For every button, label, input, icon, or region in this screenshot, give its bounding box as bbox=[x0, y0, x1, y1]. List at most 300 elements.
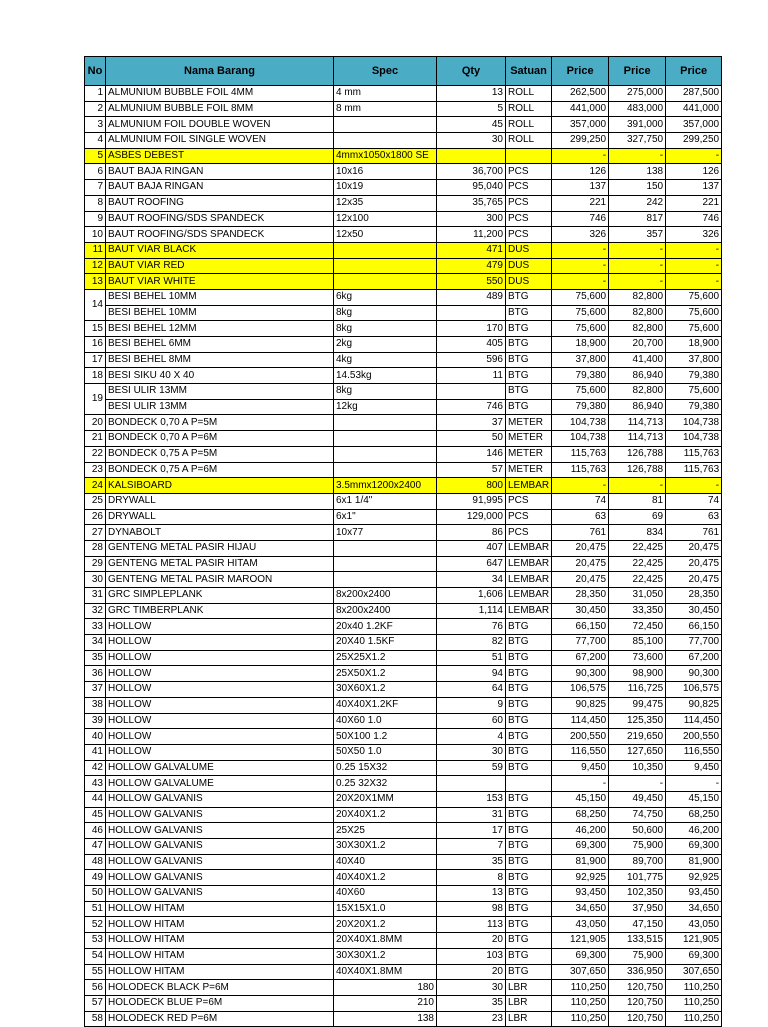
cell-price-1[interactable]: 43,050 bbox=[552, 917, 609, 933]
cell-price-2[interactable]: - bbox=[609, 148, 666, 164]
cell-name[interactable]: BAUT VIAR BLACK bbox=[106, 242, 334, 258]
cell-price-2[interactable]: 817 bbox=[609, 211, 666, 227]
cell-price-1[interactable]: 137 bbox=[552, 180, 609, 196]
cell-price-3[interactable]: 90,825 bbox=[666, 697, 722, 713]
cell-price-3[interactable]: - bbox=[666, 242, 722, 258]
cell-price-2[interactable]: 75,900 bbox=[609, 839, 666, 855]
cell-spec[interactable]: 6x1 1/4" bbox=[334, 493, 437, 509]
cell-price-2[interactable]: 483,000 bbox=[609, 101, 666, 117]
cell-unit[interactable]: BTG bbox=[506, 650, 552, 666]
cell-spec[interactable]: 40X40X1.2KF bbox=[334, 697, 437, 713]
cell-price-1[interactable]: 116,550 bbox=[552, 744, 609, 760]
cell-no[interactable]: 13 bbox=[85, 274, 106, 290]
cell-name[interactable]: BAUT ROOFING/SDS SPANDECK bbox=[106, 211, 334, 227]
header-qty[interactable]: Qty bbox=[437, 57, 506, 86]
cell-unit[interactable]: PCS bbox=[506, 493, 552, 509]
cell-price-2[interactable]: 127,650 bbox=[609, 744, 666, 760]
cell-price-3[interactable]: 75,600 bbox=[666, 384, 722, 400]
cell-name[interactable]: ALMUNIUM FOIL DOUBLE WOVEN bbox=[106, 117, 334, 133]
cell-no[interactable]: 24 bbox=[85, 478, 106, 494]
cell-no[interactable]: 17 bbox=[85, 352, 106, 368]
cell-no[interactable]: 27 bbox=[85, 525, 106, 541]
cell-spec[interactable]: 30X30X1.2 bbox=[334, 948, 437, 964]
cell-spec[interactable]: 40X40X1.2 bbox=[334, 870, 437, 886]
cell-price-1[interactable]: 74 bbox=[552, 493, 609, 509]
cell-price-3[interactable]: 46,200 bbox=[666, 823, 722, 839]
cell-qty[interactable] bbox=[437, 384, 506, 400]
cell-spec[interactable]: 138 bbox=[334, 1011, 437, 1027]
cell-price-3[interactable]: 9,450 bbox=[666, 760, 722, 776]
cell-spec[interactable] bbox=[334, 462, 437, 478]
cell-unit[interactable]: BTG bbox=[506, 886, 552, 902]
cell-spec[interactable]: 12x50 bbox=[334, 227, 437, 243]
cell-price-3[interactable]: 114,450 bbox=[666, 713, 722, 729]
cell-name[interactable]: ALMUNIUM BUBBLE FOIL 4MM bbox=[106, 86, 334, 102]
cell-qty[interactable]: 170 bbox=[437, 321, 506, 337]
cell-price-2[interactable]: 82,800 bbox=[609, 289, 666, 305]
cell-spec[interactable]: 8 mm bbox=[334, 101, 437, 117]
cell-qty[interactable]: 95,040 bbox=[437, 180, 506, 196]
cell-price-1[interactable]: 20,475 bbox=[552, 540, 609, 556]
cell-price-1[interactable]: 75,600 bbox=[552, 305, 609, 321]
cell-spec[interactable]: 2kg bbox=[334, 337, 437, 353]
cell-name[interactable]: HOLODECK BLUE P=6M bbox=[106, 995, 334, 1011]
cell-price-1[interactable]: 110,250 bbox=[552, 1011, 609, 1027]
cell-no[interactable]: 34 bbox=[85, 635, 106, 651]
cell-price-2[interactable]: 86,940 bbox=[609, 399, 666, 415]
cell-no[interactable]: 50 bbox=[85, 886, 106, 902]
cell-price-1[interactable]: 20,475 bbox=[552, 572, 609, 588]
cell-no[interactable]: 29 bbox=[85, 556, 106, 572]
cell-spec[interactable]: 10x77 bbox=[334, 525, 437, 541]
cell-name[interactable]: HOLLOW GALVANIS bbox=[106, 870, 334, 886]
cell-no[interactable]: 52 bbox=[85, 917, 106, 933]
cell-qty[interactable]: 300 bbox=[437, 211, 506, 227]
cell-price-2[interactable]: 391,000 bbox=[609, 117, 666, 133]
cell-price-1[interactable]: - bbox=[552, 242, 609, 258]
cell-price-2[interactable]: 22,425 bbox=[609, 540, 666, 556]
cell-spec[interactable]: 25X25X1.2 bbox=[334, 650, 437, 666]
cell-unit[interactable]: BTG bbox=[506, 729, 552, 745]
cell-qty[interactable]: 7 bbox=[437, 839, 506, 855]
cell-spec[interactable]: 20X40X1.2 bbox=[334, 807, 437, 823]
cell-price-1[interactable]: 69,300 bbox=[552, 948, 609, 964]
cell-price-1[interactable]: 307,650 bbox=[552, 964, 609, 980]
cell-no[interactable]: 6 bbox=[85, 164, 106, 180]
cell-spec[interactable]: 20X40 1.5KF bbox=[334, 635, 437, 651]
cell-qty[interactable]: 8 bbox=[437, 870, 506, 886]
cell-name[interactable]: HOLLOW bbox=[106, 713, 334, 729]
cell-price-3[interactable]: 45,150 bbox=[666, 791, 722, 807]
cell-price-3[interactable]: 441,000 bbox=[666, 101, 722, 117]
cell-price-2[interactable]: 242 bbox=[609, 195, 666, 211]
cell-qty[interactable]: 86 bbox=[437, 525, 506, 541]
cell-price-3[interactable]: 75,600 bbox=[666, 305, 722, 321]
cell-unit[interactable]: BTG bbox=[506, 917, 552, 933]
cell-qty[interactable]: 1,114 bbox=[437, 603, 506, 619]
cell-name[interactable]: DRYWALL bbox=[106, 509, 334, 525]
cell-qty[interactable]: 20 bbox=[437, 964, 506, 980]
cell-price-1[interactable]: 121,905 bbox=[552, 933, 609, 949]
cell-qty[interactable]: 153 bbox=[437, 791, 506, 807]
cell-price-1[interactable]: 93,450 bbox=[552, 886, 609, 902]
cell-spec[interactable]: 25X50X1.2 bbox=[334, 666, 437, 682]
cell-spec[interactable]: 14.53kg bbox=[334, 368, 437, 384]
cell-price-2[interactable]: - bbox=[609, 776, 666, 792]
cell-price-3[interactable]: - bbox=[666, 776, 722, 792]
cell-price-1[interactable]: 357,000 bbox=[552, 117, 609, 133]
cell-price-1[interactable]: 106,575 bbox=[552, 682, 609, 698]
cell-price-2[interactable]: 74,750 bbox=[609, 807, 666, 823]
cell-price-2[interactable]: - bbox=[609, 242, 666, 258]
cell-qty[interactable]: 30 bbox=[437, 980, 506, 996]
cell-no[interactable]: 55 bbox=[85, 964, 106, 980]
header-spec[interactable]: Spec bbox=[334, 57, 437, 86]
cell-price-3[interactable]: 63 bbox=[666, 509, 722, 525]
cell-price-1[interactable]: 262,500 bbox=[552, 86, 609, 102]
cell-no[interactable]: 11 bbox=[85, 242, 106, 258]
cell-no[interactable]: 16 bbox=[85, 337, 106, 353]
cell-price-3[interactable]: 79,380 bbox=[666, 368, 722, 384]
cell-price-2[interactable]: 22,425 bbox=[609, 572, 666, 588]
cell-no[interactable]: 25 bbox=[85, 493, 106, 509]
cell-qty[interactable]: 30 bbox=[437, 133, 506, 149]
cell-price-2[interactable]: 82,800 bbox=[609, 384, 666, 400]
cell-price-1[interactable]: - bbox=[552, 274, 609, 290]
cell-unit[interactable]: BTG bbox=[506, 321, 552, 337]
cell-price-3[interactable]: 115,763 bbox=[666, 462, 722, 478]
cell-name[interactable]: HOLLOW GALVANIS bbox=[106, 791, 334, 807]
cell-price-3[interactable]: 67,200 bbox=[666, 650, 722, 666]
cell-unit[interactable]: BTG bbox=[506, 682, 552, 698]
cell-no[interactable]: 30 bbox=[85, 572, 106, 588]
cell-price-2[interactable]: 89,700 bbox=[609, 854, 666, 870]
cell-no[interactable]: 9 bbox=[85, 211, 106, 227]
cell-unit[interactable]: ROLL bbox=[506, 133, 552, 149]
cell-qty[interactable]: 98 bbox=[437, 901, 506, 917]
cell-unit[interactable]: LEMBAR bbox=[506, 572, 552, 588]
cell-price-3[interactable]: 79,380 bbox=[666, 399, 722, 415]
cell-name[interactable]: HOLLOW HITAM bbox=[106, 901, 334, 917]
cell-no[interactable]: 53 bbox=[85, 933, 106, 949]
cell-no[interactable]: 14 bbox=[85, 289, 106, 320]
cell-spec[interactable]: 20X40X1.8MM bbox=[334, 933, 437, 949]
cell-no[interactable]: 46 bbox=[85, 823, 106, 839]
cell-price-2[interactable]: 126,788 bbox=[609, 462, 666, 478]
cell-price-2[interactable]: 82,800 bbox=[609, 305, 666, 321]
cell-name[interactable]: DRYWALL bbox=[106, 493, 334, 509]
cell-spec[interactable]: 8x200x2400 bbox=[334, 588, 437, 604]
cell-price-3[interactable]: 200,550 bbox=[666, 729, 722, 745]
cell-no[interactable]: 38 bbox=[85, 697, 106, 713]
cell-name[interactable]: BAUT ROOFING bbox=[106, 195, 334, 211]
cell-price-3[interactable]: - bbox=[666, 478, 722, 494]
cell-name[interactable]: BONDECK 0,75 A P=6M bbox=[106, 462, 334, 478]
cell-name[interactable]: GENTENG METAL PASIR MAROON bbox=[106, 572, 334, 588]
cell-spec[interactable]: 4kg bbox=[334, 352, 437, 368]
cell-unit[interactable]: BTG bbox=[506, 305, 552, 321]
cell-qty[interactable]: 60 bbox=[437, 713, 506, 729]
cell-price-2[interactable]: 47,150 bbox=[609, 917, 666, 933]
cell-spec[interactable]: 25X25 bbox=[334, 823, 437, 839]
cell-price-2[interactable]: 120,750 bbox=[609, 995, 666, 1011]
cell-name[interactable]: HOLLOW HITAM bbox=[106, 964, 334, 980]
cell-unit[interactable]: BTG bbox=[506, 289, 552, 305]
cell-unit[interactable]: PCS bbox=[506, 525, 552, 541]
cell-price-3[interactable]: 116,550 bbox=[666, 744, 722, 760]
cell-price-2[interactable]: 120,750 bbox=[609, 1011, 666, 1027]
cell-no[interactable]: 31 bbox=[85, 588, 106, 604]
cell-name[interactable]: HOLLOW GALVANIS bbox=[106, 807, 334, 823]
cell-qty[interactable]: 50 bbox=[437, 431, 506, 447]
cell-price-1[interactable]: 37,800 bbox=[552, 352, 609, 368]
cell-no[interactable]: 54 bbox=[85, 948, 106, 964]
cell-price-3[interactable]: 110,250 bbox=[666, 980, 722, 996]
cell-qty[interactable]: 113 bbox=[437, 917, 506, 933]
cell-no[interactable]: 20 bbox=[85, 415, 106, 431]
cell-price-2[interactable]: 10,350 bbox=[609, 760, 666, 776]
cell-no[interactable]: 49 bbox=[85, 870, 106, 886]
cell-spec[interactable]: 40X40 bbox=[334, 854, 437, 870]
cell-no[interactable]: 33 bbox=[85, 619, 106, 635]
cell-price-1[interactable]: 66,150 bbox=[552, 619, 609, 635]
cell-spec[interactable] bbox=[334, 415, 437, 431]
cell-price-3[interactable]: - bbox=[666, 148, 722, 164]
cell-price-1[interactable]: 77,700 bbox=[552, 635, 609, 651]
cell-unit[interactable]: BTG bbox=[506, 744, 552, 760]
cell-price-1[interactable]: 75,600 bbox=[552, 384, 609, 400]
cell-spec[interactable]: 180 bbox=[334, 980, 437, 996]
cell-price-3[interactable]: 92,925 bbox=[666, 870, 722, 886]
cell-name[interactable]: ALMUNIUM FOIL SINGLE WOVEN bbox=[106, 133, 334, 149]
cell-price-3[interactable]: 74 bbox=[666, 493, 722, 509]
cell-name[interactable]: BONDECK 0,70 A P=6M bbox=[106, 431, 334, 447]
cell-unit[interactable]: BTG bbox=[506, 619, 552, 635]
cell-price-1[interactable]: 114,450 bbox=[552, 713, 609, 729]
cell-price-3[interactable]: 37,800 bbox=[666, 352, 722, 368]
cell-price-1[interactable]: 67,200 bbox=[552, 650, 609, 666]
cell-unit[interactable]: BTG bbox=[506, 839, 552, 855]
cell-price-3[interactable]: 75,600 bbox=[666, 321, 722, 337]
cell-name[interactable]: BAUT VIAR RED bbox=[106, 258, 334, 274]
cell-qty[interactable]: 35 bbox=[437, 995, 506, 1011]
cell-spec[interactable]: 6x1" bbox=[334, 509, 437, 525]
cell-price-1[interactable]: 34,650 bbox=[552, 901, 609, 917]
cell-price-2[interactable]: 49,450 bbox=[609, 791, 666, 807]
cell-price-2[interactable]: 72,450 bbox=[609, 619, 666, 635]
cell-qty[interactable]: 11 bbox=[437, 368, 506, 384]
cell-no[interactable]: 35 bbox=[85, 650, 106, 666]
cell-no[interactable]: 44 bbox=[85, 791, 106, 807]
cell-spec[interactable]: 8kg bbox=[334, 305, 437, 321]
cell-name[interactable]: HOLLOW HITAM bbox=[106, 948, 334, 964]
cell-price-3[interactable]: 30,450 bbox=[666, 603, 722, 619]
cell-name[interactable]: HOLLOW bbox=[106, 682, 334, 698]
cell-name[interactable]: BESI ULIR 13MM bbox=[106, 399, 334, 415]
cell-unit[interactable]: LEMBAR bbox=[506, 478, 552, 494]
cell-name[interactable]: BESI BEHEL 10MM bbox=[106, 305, 334, 321]
cell-no[interactable]: 18 bbox=[85, 368, 106, 384]
cell-price-2[interactable]: - bbox=[609, 274, 666, 290]
cell-no[interactable]: 26 bbox=[85, 509, 106, 525]
cell-price-2[interactable]: 327,750 bbox=[609, 133, 666, 149]
cell-name[interactable]: BESI ULIR 13MM bbox=[106, 384, 334, 400]
cell-qty[interactable] bbox=[437, 776, 506, 792]
cell-qty[interactable]: 45 bbox=[437, 117, 506, 133]
cell-unit[interactable]: DUS bbox=[506, 258, 552, 274]
cell-spec[interactable] bbox=[334, 431, 437, 447]
cell-qty[interactable]: 9 bbox=[437, 697, 506, 713]
cell-name[interactable]: HOLLOW bbox=[106, 619, 334, 635]
cell-unit[interactable] bbox=[506, 148, 552, 164]
cell-price-3[interactable]: 68,250 bbox=[666, 807, 722, 823]
cell-qty[interactable]: 51 bbox=[437, 650, 506, 666]
cell-no[interactable]: 58 bbox=[85, 1011, 106, 1027]
cell-qty[interactable]: 34 bbox=[437, 572, 506, 588]
cell-no[interactable]: 36 bbox=[85, 666, 106, 682]
cell-price-3[interactable]: 28,350 bbox=[666, 588, 722, 604]
cell-qty[interactable]: 647 bbox=[437, 556, 506, 572]
cell-no[interactable]: 21 bbox=[85, 431, 106, 447]
cell-spec[interactable]: 8x200x2400 bbox=[334, 603, 437, 619]
cell-spec[interactable]: 8kg bbox=[334, 321, 437, 337]
cell-price-1[interactable]: 18,900 bbox=[552, 337, 609, 353]
cell-spec[interactable]: 12x100 bbox=[334, 211, 437, 227]
cell-no[interactable]: 7 bbox=[85, 180, 106, 196]
cell-spec[interactable]: 12x35 bbox=[334, 195, 437, 211]
cell-unit[interactable]: BTG bbox=[506, 870, 552, 886]
cell-qty[interactable]: 596 bbox=[437, 352, 506, 368]
cell-unit[interactable]: PCS bbox=[506, 164, 552, 180]
cell-no[interactable]: 28 bbox=[85, 540, 106, 556]
cell-price-3[interactable]: 104,738 bbox=[666, 415, 722, 431]
cell-qty[interactable]: 91,995 bbox=[437, 493, 506, 509]
cell-no[interactable]: 43 bbox=[85, 776, 106, 792]
cell-price-3[interactable]: - bbox=[666, 274, 722, 290]
cell-price-3[interactable]: 69,300 bbox=[666, 839, 722, 855]
cell-price-2[interactable]: 37,950 bbox=[609, 901, 666, 917]
cell-price-2[interactable]: - bbox=[609, 258, 666, 274]
cell-price-3[interactable]: 66,150 bbox=[666, 619, 722, 635]
header-no[interactable]: No bbox=[85, 57, 106, 86]
cell-unit[interactable]: LBR bbox=[506, 980, 552, 996]
cell-spec[interactable]: 10x19 bbox=[334, 180, 437, 196]
cell-name[interactable]: HOLLOW bbox=[106, 744, 334, 760]
cell-spec[interactable]: 50X100 1.2 bbox=[334, 729, 437, 745]
cell-no[interactable]: 3 bbox=[85, 117, 106, 133]
cell-spec[interactable]: 30X30X1.2 bbox=[334, 839, 437, 855]
cell-name[interactable]: HOLLOW bbox=[106, 635, 334, 651]
cell-price-2[interactable]: 102,350 bbox=[609, 886, 666, 902]
cell-no[interactable]: 4 bbox=[85, 133, 106, 149]
cell-price-1[interactable]: - bbox=[552, 776, 609, 792]
cell-price-2[interactable]: 126,788 bbox=[609, 446, 666, 462]
cell-spec[interactable]: 50X50 1.0 bbox=[334, 744, 437, 760]
cell-name[interactable]: ALMUNIUM BUBBLE FOIL 8MM bbox=[106, 101, 334, 117]
cell-spec[interactable]: 8kg bbox=[334, 384, 437, 400]
cell-price-3[interactable]: 90,300 bbox=[666, 666, 722, 682]
cell-price-3[interactable]: 20,475 bbox=[666, 556, 722, 572]
cell-no[interactable]: 39 bbox=[85, 713, 106, 729]
cell-qty[interactable]: 20 bbox=[437, 933, 506, 949]
cell-name[interactable]: BAUT ROOFING/SDS SPANDECK bbox=[106, 227, 334, 243]
cell-price-2[interactable]: 336,950 bbox=[609, 964, 666, 980]
header-price-1[interactable]: Price bbox=[552, 57, 609, 86]
cell-name[interactable]: KALSIBOARD bbox=[106, 478, 334, 494]
cell-name[interactable]: HOLLOW bbox=[106, 666, 334, 682]
cell-spec[interactable]: 20X20X1MM bbox=[334, 791, 437, 807]
cell-price-2[interactable]: 125,350 bbox=[609, 713, 666, 729]
cell-price-2[interactable]: 82,800 bbox=[609, 321, 666, 337]
header-name[interactable]: Nama Barang bbox=[106, 57, 334, 86]
cell-name[interactable]: BAUT BAJA RINGAN bbox=[106, 180, 334, 196]
cell-name[interactable]: HOLLOW GALVANIS bbox=[106, 823, 334, 839]
cell-price-2[interactable]: 114,713 bbox=[609, 431, 666, 447]
cell-name[interactable]: GENTENG METAL PASIR HITAM bbox=[106, 556, 334, 572]
cell-price-3[interactable]: 307,650 bbox=[666, 964, 722, 980]
cell-name[interactable]: HOLODECK BLACK P=6M bbox=[106, 980, 334, 996]
cell-price-1[interactable]: 326 bbox=[552, 227, 609, 243]
cell-qty[interactable]: 23 bbox=[437, 1011, 506, 1027]
cell-unit[interactable]: METER bbox=[506, 415, 552, 431]
cell-no[interactable]: 51 bbox=[85, 901, 106, 917]
cell-qty[interactable]: 800 bbox=[437, 478, 506, 494]
cell-price-1[interactable]: 75,600 bbox=[552, 321, 609, 337]
cell-price-1[interactable]: 20,475 bbox=[552, 556, 609, 572]
cell-spec[interactable]: 40X60 bbox=[334, 886, 437, 902]
cell-price-1[interactable]: 115,763 bbox=[552, 446, 609, 462]
cell-no[interactable]: 42 bbox=[85, 760, 106, 776]
cell-price-1[interactable]: 200,550 bbox=[552, 729, 609, 745]
cell-spec[interactable]: 30X60X1.2 bbox=[334, 682, 437, 698]
cell-qty[interactable]: 405 bbox=[437, 337, 506, 353]
cell-name[interactable]: DYNABOLT bbox=[106, 525, 334, 541]
cell-qty[interactable]: 746 bbox=[437, 399, 506, 415]
cell-no[interactable]: 48 bbox=[85, 854, 106, 870]
cell-price-2[interactable]: 116,725 bbox=[609, 682, 666, 698]
header-price-2[interactable]: Price bbox=[609, 57, 666, 86]
cell-no[interactable]: 23 bbox=[85, 462, 106, 478]
cell-spec[interactable]: 40X40X1.8MM bbox=[334, 964, 437, 980]
cell-price-2[interactable]: 81 bbox=[609, 493, 666, 509]
cell-unit[interactable]: BTG bbox=[506, 352, 552, 368]
cell-unit[interactable]: ROLL bbox=[506, 86, 552, 102]
cell-spec[interactable]: 15X15X1.0 bbox=[334, 901, 437, 917]
cell-unit[interactable]: BTG bbox=[506, 635, 552, 651]
cell-price-2[interactable]: 33,350 bbox=[609, 603, 666, 619]
cell-unit[interactable]: BTG bbox=[506, 399, 552, 415]
cell-name[interactable]: BESI BEHEL 8MM bbox=[106, 352, 334, 368]
cell-unit[interactable]: BTG bbox=[506, 368, 552, 384]
cell-unit[interactable]: ROLL bbox=[506, 117, 552, 133]
cell-qty[interactable]: 103 bbox=[437, 948, 506, 964]
cell-price-3[interactable]: 221 bbox=[666, 195, 722, 211]
cell-price-3[interactable]: 121,905 bbox=[666, 933, 722, 949]
cell-price-2[interactable]: 73,600 bbox=[609, 650, 666, 666]
cell-qty[interactable]: 94 bbox=[437, 666, 506, 682]
cell-price-2[interactable]: 75,900 bbox=[609, 948, 666, 964]
cell-unit[interactable]: BTG bbox=[506, 807, 552, 823]
cell-spec[interactable] bbox=[334, 133, 437, 149]
cell-price-2[interactable]: 85,100 bbox=[609, 635, 666, 651]
cell-spec[interactable]: 210 bbox=[334, 995, 437, 1011]
cell-price-2[interactable]: - bbox=[609, 478, 666, 494]
cell-price-2[interactable]: 150 bbox=[609, 180, 666, 196]
cell-qty[interactable]: 129,000 bbox=[437, 509, 506, 525]
cell-unit[interactable]: PCS bbox=[506, 211, 552, 227]
cell-unit[interactable]: METER bbox=[506, 431, 552, 447]
cell-name[interactable]: BONDECK 0,75 A P=5M bbox=[106, 446, 334, 462]
